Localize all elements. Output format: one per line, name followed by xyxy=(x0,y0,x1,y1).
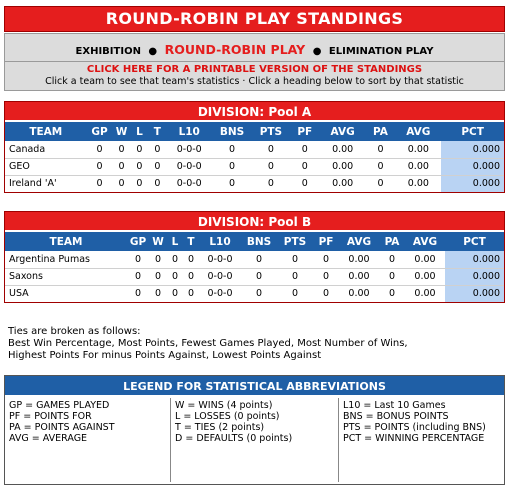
stat-cell: 0 xyxy=(113,158,131,175)
sort-avg-header[interactable]: AVG xyxy=(320,122,366,141)
legend-column xyxy=(170,398,338,482)
stat-cell: 0 xyxy=(171,288,179,300)
stat-cell: 0 xyxy=(229,178,236,190)
stat-cell: 0 xyxy=(127,268,149,285)
stat-cell: 0 xyxy=(379,268,405,285)
sort-l10-header[interactable]: L10 xyxy=(199,232,241,251)
sort-avg-header[interactable]: AVG xyxy=(405,232,445,251)
stat-cell: 0 xyxy=(96,178,103,190)
sort-w-header[interactable]: W xyxy=(113,122,131,141)
stat-cell: 0 xyxy=(183,268,199,285)
stat-cell: 0 xyxy=(149,251,167,268)
legend-entry: T = TIES (2 points) xyxy=(175,422,265,433)
stat-cell: 0 xyxy=(154,288,162,300)
division-pool-b xyxy=(4,211,505,303)
stat-cell: 0 xyxy=(252,141,290,158)
stat-cell: 0 xyxy=(366,158,396,175)
legend-column xyxy=(5,398,170,482)
stat-cell: 0 xyxy=(322,288,330,300)
sort-l-header[interactable]: L xyxy=(167,232,183,251)
navigation-box xyxy=(4,33,505,91)
table-row xyxy=(5,175,504,192)
legend-entry: GP = GAMES PLAYED xyxy=(9,400,110,411)
pct-cell: 0.000 xyxy=(445,268,504,285)
stat-cell: 0 xyxy=(290,141,320,158)
stat-cell: 0-0-0 xyxy=(199,251,241,268)
stat-cell: 0.00 xyxy=(332,178,354,190)
play-type-nav xyxy=(5,38,504,62)
tie-breaker-notes xyxy=(8,326,408,362)
stat-cell: 0 xyxy=(377,178,384,190)
sort-avg-header[interactable]: AVG xyxy=(395,122,441,141)
team-link[interactable]: USA xyxy=(9,288,29,300)
legend-entry: L = LOSSES (0 points) xyxy=(175,411,280,422)
sort-team-header[interactable]: TEAM xyxy=(5,232,127,251)
stat-cell: 0 xyxy=(113,141,131,158)
stat-cell: 0.00 xyxy=(395,158,441,175)
team-link[interactable]: Canada xyxy=(5,141,87,158)
stat-cell: 0 xyxy=(212,158,252,175)
stat-cell: 0.00 xyxy=(320,141,366,158)
legend-entry: PF = POINTS FOR xyxy=(9,411,92,422)
stat-cell: 0 xyxy=(148,141,166,158)
stat-cell: 0 xyxy=(313,251,339,268)
stat-cell: 0 xyxy=(149,268,167,285)
stat-cell: 0.00 xyxy=(414,288,436,300)
table-row xyxy=(5,141,504,158)
sort-pf-header[interactable]: PF xyxy=(313,232,339,251)
tie-breaker-heading: Ties are broken as follows: xyxy=(8,326,141,337)
nav-bullet-icon: ● xyxy=(312,46,322,57)
stat-cell: 0.00 xyxy=(407,178,429,190)
legend-entry: PA = POINTS AGAINST xyxy=(9,422,115,433)
stat-cell: 0.00 xyxy=(395,141,441,158)
stat-cell: 0-0-0 xyxy=(176,178,202,190)
legend-entry: W = WINS (4 points) xyxy=(175,400,273,411)
sort-l10-header[interactable]: L10 xyxy=(166,122,212,141)
team-link[interactable]: Argentina Pumas xyxy=(5,251,127,268)
stat-cell: 0 xyxy=(87,158,113,175)
sort-gp-header[interactable]: GP xyxy=(87,122,113,141)
stat-cell: 0 xyxy=(255,288,263,300)
stat-cell: 0.00 xyxy=(339,251,379,268)
sort-team-header[interactable]: TEAM xyxy=(5,122,87,141)
stat-cell: 0 xyxy=(118,178,125,190)
stat-cell: 0.00 xyxy=(405,251,445,268)
stat-cell: 0 xyxy=(134,288,142,300)
tie-breaker-rule: Best Win Percentage, Most Points, Fewest Games Played, Most Number of Wins, xyxy=(8,338,408,349)
stat-cell: 0 xyxy=(277,251,313,268)
standings-table xyxy=(5,122,504,192)
sort-pts-header[interactable]: PTS xyxy=(277,232,313,251)
pct-cell: 0.000 xyxy=(445,251,504,268)
sort-pa-header[interactable]: PA xyxy=(366,122,396,141)
stat-cell: 0-0-0 xyxy=(199,268,241,285)
table-row xyxy=(5,251,504,268)
stat-cell: 0.00 xyxy=(405,268,445,285)
sort-avg-header[interactable]: AVG xyxy=(339,232,379,251)
sort-gp-header[interactable]: GP xyxy=(127,232,149,251)
table-row xyxy=(5,158,504,175)
sort-pts-header[interactable]: PTS xyxy=(252,122,290,141)
stat-cell: 0.00 xyxy=(339,268,379,285)
table-row xyxy=(5,268,504,285)
stat-cell: 0 xyxy=(130,141,148,158)
division-title: DIVISION: Pool B xyxy=(5,212,504,232)
legend-column xyxy=(338,398,504,482)
stat-cell: 0 xyxy=(366,141,396,158)
stat-cell: 0 xyxy=(130,158,148,175)
pct-cell: 0.000 xyxy=(441,158,504,175)
stat-cell: 0 xyxy=(301,178,308,190)
stat-cell: 0 xyxy=(154,178,161,190)
stat-cell: 0 xyxy=(212,141,252,158)
stat-cell: 0 xyxy=(187,288,195,300)
sort-pf-header[interactable]: PF xyxy=(290,122,320,141)
team-link[interactable]: Saxons xyxy=(5,268,127,285)
sort-pct-header[interactable]: PCT xyxy=(445,232,504,251)
nav-round-robin-link[interactable]: ROUND-ROBIN PLAY xyxy=(164,42,306,57)
legend-body xyxy=(5,398,504,482)
division-pool-a xyxy=(4,101,505,193)
team-link[interactable]: GEO xyxy=(5,158,87,175)
page-title: ROUND-ROBIN PLAY STANDINGS xyxy=(4,6,505,32)
stat-cell: 0.00 xyxy=(348,288,370,300)
sort-pct-header[interactable]: PCT xyxy=(441,122,504,141)
nav-exhibition-link[interactable]: EXHIBITION xyxy=(75,46,141,57)
stat-cell: 0 xyxy=(136,178,143,190)
stat-cell: 0 xyxy=(313,268,339,285)
team-link[interactable]: Ireland 'A' xyxy=(9,178,57,190)
stat-cell: 0 xyxy=(167,251,183,268)
header-row xyxy=(5,122,504,141)
printable-version-link[interactable]: CLICK HERE FOR A PRINTABLE VERSION OF THE STANDINGS xyxy=(86,64,423,75)
legend-title: LEGEND FOR STATISTICAL ABBREVIATIONS xyxy=(5,376,504,398)
table-row xyxy=(5,285,504,302)
stat-cell: 0 xyxy=(252,158,290,175)
pct-cell: 0.000 xyxy=(445,285,504,302)
stat-cell: 0 xyxy=(379,251,405,268)
legend-entry: L10 = Last 10 Games xyxy=(343,400,446,411)
stat-cell: 0 xyxy=(267,178,274,190)
legend-entry: PTS = POINTS (including BNS) xyxy=(343,422,486,433)
sort-bns-header[interactable]: BNS xyxy=(212,122,252,141)
pct-cell: 0.000 xyxy=(441,141,504,158)
tie-breaker-rule: Highest Points For minus Points Against, Lowest Points Against xyxy=(8,350,322,361)
sort-t-header[interactable]: T xyxy=(148,122,166,141)
legend-entry: PCT = WINNING PERCENTAGE xyxy=(343,433,485,444)
stat-cell: 0 xyxy=(87,141,113,158)
sort-t-header[interactable]: T xyxy=(183,232,199,251)
stat-cell: 0 xyxy=(148,158,166,175)
sort-l-header[interactable]: L xyxy=(130,122,148,141)
standings-table xyxy=(5,232,504,302)
stat-cell: 0-0-0 xyxy=(207,288,233,300)
legend-box xyxy=(4,375,505,485)
stat-cell: 0 xyxy=(277,268,313,285)
stat-cell: 0 xyxy=(388,288,396,300)
stat-cell: 0 xyxy=(183,251,199,268)
sort-w-header[interactable]: W xyxy=(149,232,167,251)
stat-cell: 0 xyxy=(241,251,277,268)
stat-cell: 0.00 xyxy=(320,158,366,175)
stat-cell: 0 xyxy=(127,251,149,268)
stat-cell: 0-0-0 xyxy=(166,158,212,175)
stat-cell: 0-0-0 xyxy=(166,141,212,158)
stat-cell: 0 xyxy=(241,268,277,285)
header-row xyxy=(5,232,504,251)
stat-cell: 0 xyxy=(290,158,320,175)
division-title: DIVISION: Pool A xyxy=(5,102,504,122)
sort-bns-header[interactable]: BNS xyxy=(241,232,277,251)
pct-cell: 0.000 xyxy=(441,175,504,192)
sort-pa-header[interactable]: PA xyxy=(379,232,405,251)
stat-cell: 0 xyxy=(167,268,183,285)
instructions-text: Click a team to see that team's statistics · Click a heading below to sort by that statistic xyxy=(45,76,464,87)
legend-entry: BNS = BONUS POINTS xyxy=(343,411,449,422)
stat-cell: 0 xyxy=(291,288,299,300)
legend-entry: AVG = AVERAGE xyxy=(9,433,88,444)
nav-bullet-icon: ● xyxy=(148,46,158,57)
nav-elimination-link[interactable]: ELIMINATION PLAY xyxy=(328,46,434,57)
legend-entry: D = DEFAULTS (0 points) xyxy=(175,433,293,444)
